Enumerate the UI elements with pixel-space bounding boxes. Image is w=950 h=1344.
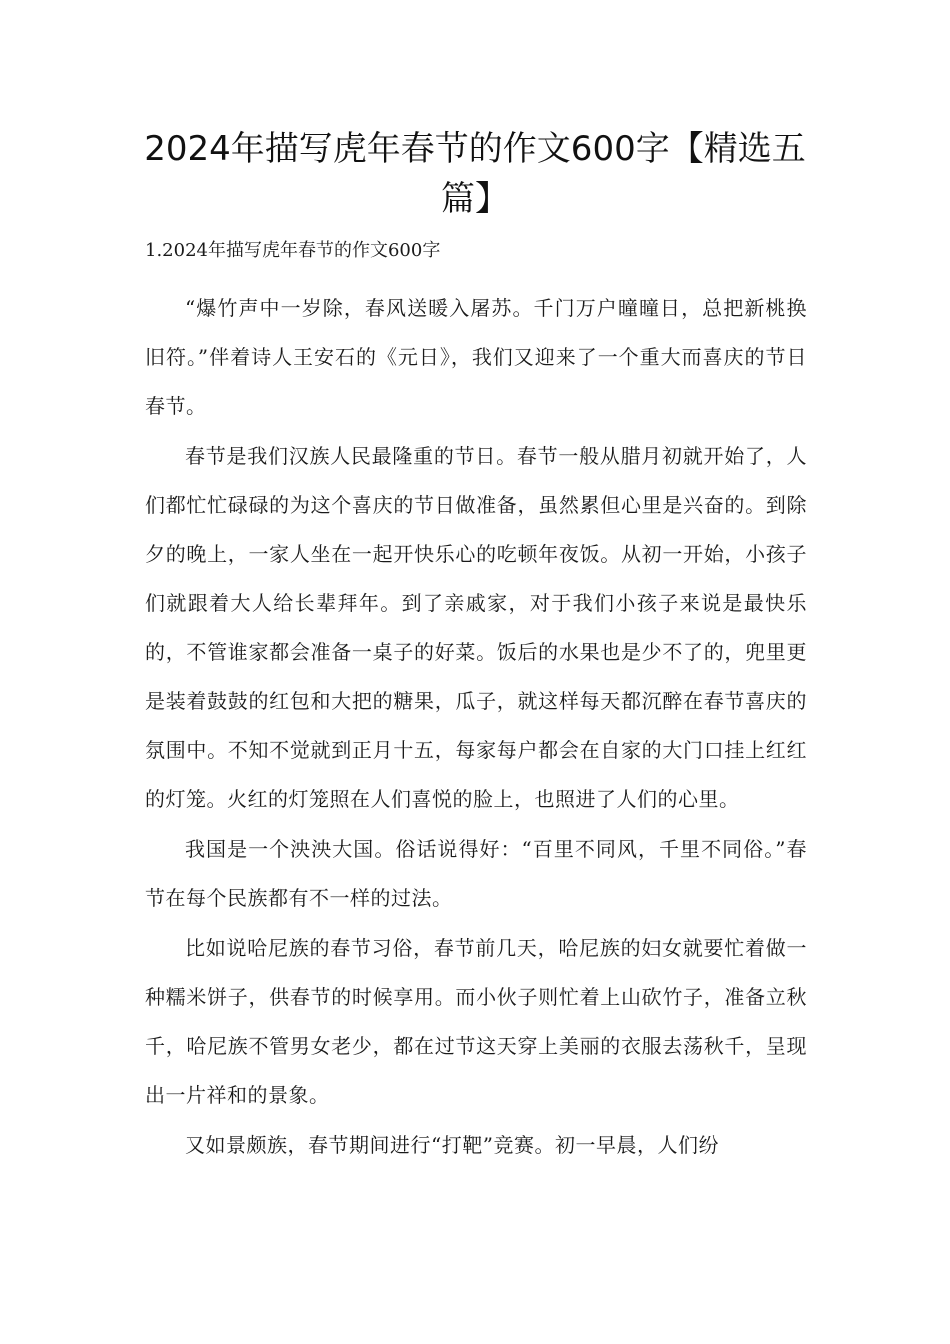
paragraph: 我国是一个泱泱大国。俗话说得好：“百里不同风，千里不同俗。”春节在每个民族都有不一样的过法。 xyxy=(145,837,807,910)
paragraph: 比如说哈尼族的春节习俗，春节前几天，哈尼族的妇女就要忙着做一种糯米饼子，供春节的时候享用。而小伙子则忙着上山砍竹子，准备立秋千，哈尼族不管男女老少，都在过节这天穿上美丽的衣服去荡秋千，呈现出一片祥和的景象。 xyxy=(145,936,807,1107)
paragraph: 又如景颇族，春节期间进行“打靶”竞赛。初一早晨，人们纷 xyxy=(185,1133,719,1157)
paragraph: 春节是我们汉族人民最隆重的节日。春节一般从腊月初就开始了，人们都忙忙碌碌的为这个喜庆的节日做准备，虽然累但心里是兴奋的。到除夕的晚上，一家人坐在一起开快乐心的吃顿年夜饭。从初一开始，小孩子们就跟着大人给长辈拜年。到了亲戚家，对于我们小孩子来说是最快乐的，不管谁家都会准备一桌子的好菜。饭后的水果也是少不了的，兜里更是装着鼓鼓的红包和大把的糖果，瓜子，就这样每天都沉醉在春节喜庆的氛围中。不知不觉就到正月十五，每家每户都会在自家的大门口挂上红红的灯笼。火红的灯笼照在人们喜悦的脸上，也照进了人们的心里。 xyxy=(145,444,807,811)
document-title: 2024年描写虎年春节的作文600字【精选五篇】 xyxy=(144,129,806,219)
paragraph: “爆竹声中一岁除，春风送暖入屠苏。千门万户曈曈日，总把新桃换旧符。”伴着诗人王安石的《元日》，我们又迎来了一个重大而喜庆的节日春节。 xyxy=(145,296,807,418)
section-heading: 1.2024年描写虎年春节的作文600字 xyxy=(145,240,441,261)
article-body xyxy=(145,284,807,1171)
